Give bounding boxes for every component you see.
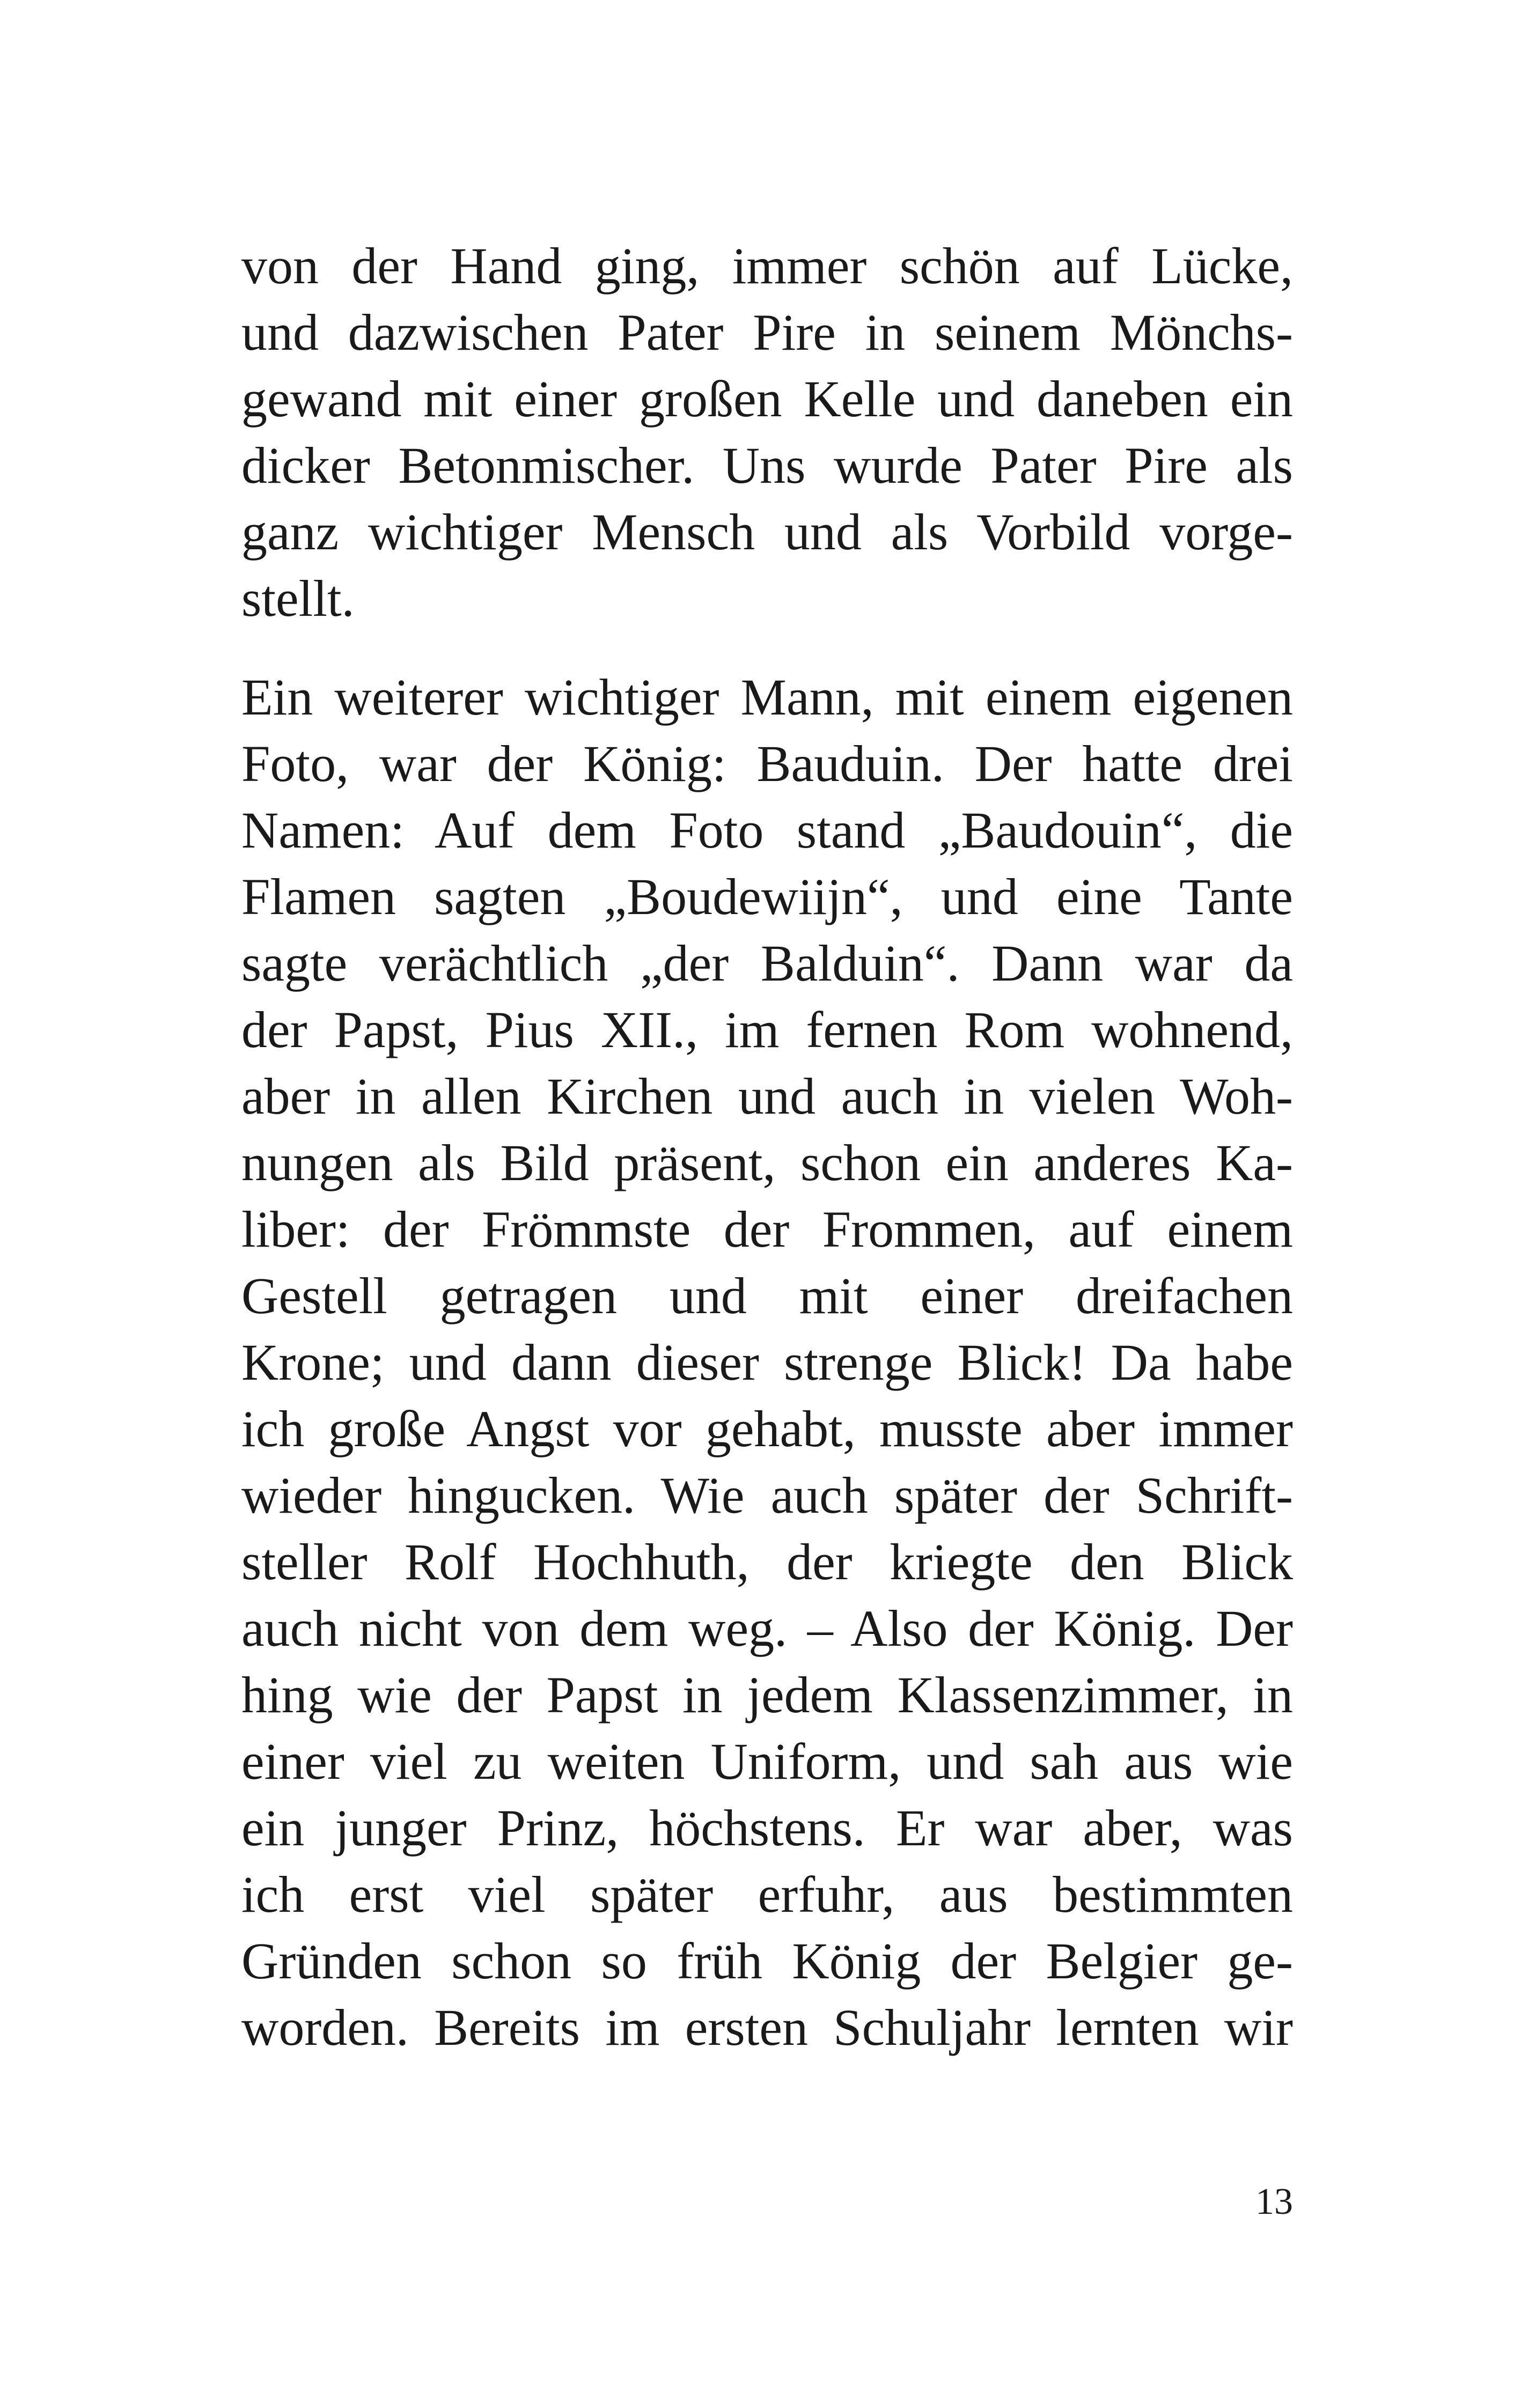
text-line: ein junger Prinz, höchstens. Er war aber, was bbox=[241, 1799, 1293, 1857]
text-line: sagte verächtlich „der Balduin“. Dann war da bbox=[241, 934, 1293, 992]
text-line: gewand mit einer großen Kelle und daneben ein bbox=[241, 370, 1293, 428]
text-line: Ein weiterer wichtiger Mann, mit einem eigenen bbox=[241, 668, 1293, 726]
text-line: auch nicht von dem weg. – Also der König. Der bbox=[241, 1600, 1293, 1657]
text-line: stellt. bbox=[241, 570, 355, 627]
text-line: ich große Angst vor gehabt, musste aber immer bbox=[241, 1400, 1293, 1457]
text-line: Flamen sagten „Boudewiijn“, und eine Tante bbox=[241, 868, 1293, 925]
paragraph-1 bbox=[241, 233, 1293, 632]
text-line: Foto, war der König: Bauduin. Der hatte drei bbox=[241, 735, 1293, 792]
text-line: Gründen schon so früh König der Belgier ge- bbox=[241, 1932, 1293, 1990]
paragraph-2 bbox=[241, 664, 1293, 2061]
text-line: liber: der Frömmste der Frommen, auf einem bbox=[241, 1201, 1293, 1258]
text-line: und dazwischen Pater Pire in seinem Mönchs- bbox=[241, 304, 1293, 361]
text-line: einer viel zu weiten Uniform, und sah aus wie bbox=[241, 1733, 1293, 1790]
text-line: von der Hand ging, immer schön auf Lücke, bbox=[241, 237, 1293, 294]
text-line: ganz wichtiger Mensch und als Vorbild vorge- bbox=[241, 503, 1293, 561]
text-line: worden. Bereits im ersten Schuljahr lernten wir bbox=[241, 1999, 1293, 2056]
text-line: aber in allen Kirchen und auch in vielen Woh- bbox=[241, 1067, 1293, 1125]
page-number: 13 bbox=[1255, 2181, 1293, 2222]
text-line: Namen: Auf dem Foto stand „Baudouin“, die bbox=[241, 801, 1293, 859]
text-line: wieder hingucken. Wie auch später der Schrift- bbox=[241, 1467, 1293, 1524]
text-line: ich erst viel später erfuhr, aus bestimmten bbox=[241, 1866, 1293, 1923]
text-line: der Papst, Pius XII., im fernen Rom wohnend, bbox=[241, 1001, 1293, 1058]
text-line: dicker Betonmischer. Uns wurde Pater Pire als bbox=[241, 437, 1293, 494]
text-line: hing wie der Papst in jedem Klassenzimmer, in bbox=[241, 1666, 1293, 1724]
text-line: Krone; und dann dieser strenge Blick! Da habe bbox=[241, 1334, 1293, 1391]
text-line: nungen als Bild präsent, schon ein anderes Ka- bbox=[241, 1134, 1293, 1191]
text-line: Gestell getragen und mit einer dreifachen bbox=[241, 1267, 1293, 1324]
text-line: steller Rolf Hochhuth, der kriegte den Blick bbox=[241, 1533, 1293, 1590]
